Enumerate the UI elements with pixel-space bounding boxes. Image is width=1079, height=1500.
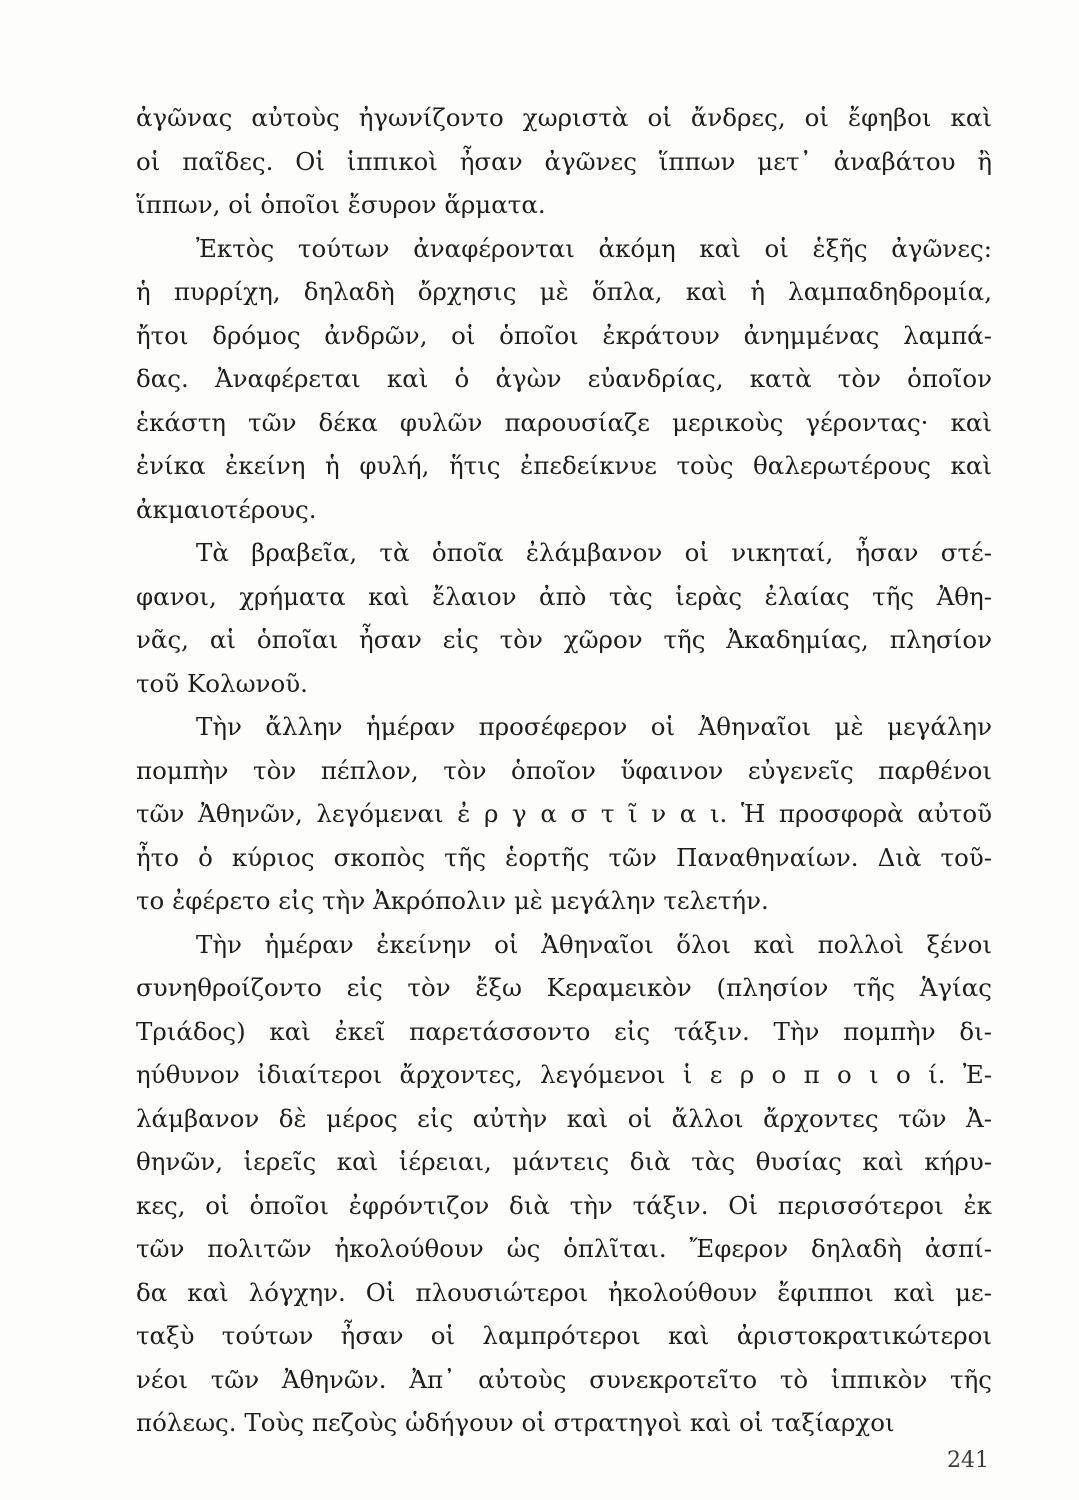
text-line: Τὰ βραβεῖα, τὰ ὁποῖα ἐλάμβανον οἱ νικηταί, ἦσαν στέ- [196, 538, 992, 568]
text-line: θηνῶν, ἱερεῖς καὶ ἱέρειαι, μάντεις διὰ τὰς θυσίας καὶ κήρυ- [136, 1147, 992, 1177]
text-line: ἵππων, οἱ ὁποῖοι ἔσυρον ἅρματα. [136, 190, 546, 220]
text-line: φανοι, χρήματα καὶ ἔλαιον ἀπὸ τὰς ἱερὰς ἐλαίας τῆς Ἀθη- [136, 581, 992, 611]
text-line: νέοι τῶν Ἀθηνῶν. Ἀπ᾽ αὐτοὺς συνεκροτεῖτο τὸ ἱππικὸν τῆς [136, 1364, 992, 1394]
text-line: ἀκμαιοτέρους. [136, 494, 317, 524]
body-text [136, 96, 992, 1445]
text-line: πομπὴν τὸν πέπλον, τὸν ὁποῖον ὕφαινον εὐγενεῖς παρθένοι [136, 755, 992, 785]
text-line: ἦτο ὁ κύριος σκοπὸς τῆς ἑορτῆς τῶν Παναθηναίων. Διὰ τοῦ- [136, 842, 992, 872]
text-line: κες, οἱ ὁποῖοι ἐφρόντιζον διὰ τὴν τάξιν. Οἱ περισσότεροι ἐκ [136, 1190, 992, 1220]
text-line: ἑκάστη τῶν δέκα φυλῶν παρουσίαζε μερικοὺς γέροντας· καὶ [136, 407, 992, 437]
text-line: νᾶς, αἱ ὁποῖαι ἦσαν εἰς τὸν χῶρον τῆς Ἀκαδημίας, πλησίον [136, 625, 992, 655]
text-line: τῶν Ἀθηνῶν, λεγόμεναι ἐ ρ γ α σ τ ῖ ν α ι. Ἡ προσφορὰ αὐτοῦ [136, 799, 992, 829]
text-line: ηύθυνον ἰδιαίτεροι ἄρχοντες, λεγόμενοι ἱ ε ρ ο π ο ι ο ί. Ἐ- [136, 1060, 992, 1090]
page-number: 241 [947, 1448, 989, 1473]
text-line: το ἐφέρετο εἰς τὴν Ἀκρόπολιν μὲ μεγάλην τελετήν. [136, 886, 769, 916]
text-line: τῶν πολιτῶν ἠκολούθουν ὡς ὁπλῖται. Ἔφερον δηλαδὴ ἀσπί- [136, 1234, 992, 1264]
text-line: λάμβανον δὲ μέρος εἰς αὐτὴν καὶ οἱ ἄλλοι ἄρχοντες τῶν Ἀ- [136, 1103, 992, 1133]
text-line: ἤτοι δρόμος ἀνδρῶν, οἱ ὁποῖοι ἐκράτουν ἀνημμένας λαμπά- [136, 320, 992, 350]
paragraph [136, 531, 992, 705]
text-line: συνηθροίζοντο εἰς τὸν ἔξω Κεραμεικὸν (πλησίον τῆς Ἁγίας [136, 973, 992, 1003]
paragraph [136, 923, 992, 1445]
text-line: ταξὺ τούτων ἦσαν οἱ λαμπρότεροι καὶ ἀριστοκρατικώτεροι [136, 1321, 992, 1351]
text-line: Τὴν ἡμέραν ἐκείνην οἱ Ἀθηναῖοι ὅλοι καὶ πολλοὶ ξένοι [196, 929, 992, 959]
text-line: πόλεως. Τοὺς πεζοὺς ὡδήγουν οἱ στρατηγοὶ καὶ οἱ ταξίαρχοι [136, 1408, 895, 1438]
text-line: δας. Ἀναφέρεται καὶ ὁ ἀγὼν εὐανδρίας, κατὰ τὸν ὁποῖον [136, 364, 992, 394]
paragraph [136, 705, 992, 923]
paragraph [136, 227, 992, 532]
text-line: τοῦ Κολωνοῦ. [136, 668, 308, 698]
paragraph [136, 96, 992, 227]
text-line: οἱ παῖδες. Οἱ ἱππικοὶ ἦσαν ἀγῶνες ἵππων μετ᾽ ἀναβάτου ἢ [136, 146, 992, 176]
text-line: ἐνίκα ἐκείνη ἡ φυλή, ἥτις ἐπεδείκνυε τοὺς θαλερωτέρους καὶ [136, 451, 992, 481]
text-line: ἡ πυρρίχη, δηλαδὴ ὄρχησις μὲ ὅπλα, καὶ ἡ λαμπαδηδρομία, [136, 277, 992, 307]
text-line: ἀγῶνας αὐτοὺς ἠγωνίζοντο χωριστὰ οἱ ἄνδρες, οἱ ἔφηβοι καὶ [136, 103, 992, 132]
text-line: Τὴν ἄλλην ἡμέραν προσέφερον οἱ Ἀθηναῖοι μὲ μεγάλην [196, 712, 992, 742]
text-line: δα καὶ λόγχην. Οἱ πλουσιώτεροι ἠκολούθουν ἔφιπποι καὶ με- [136, 1277, 992, 1307]
text-line: Τριάδος) καὶ ἐκεῖ παρετάσσοντο εἰς τάξιν. Τὴν πομπὴν δι- [136, 1016, 992, 1046]
text-line: Ἐκτὸς τούτων ἀναφέρονται ἀκόμη καὶ οἱ ἑξῆς ἀγῶνες: [196, 233, 992, 263]
